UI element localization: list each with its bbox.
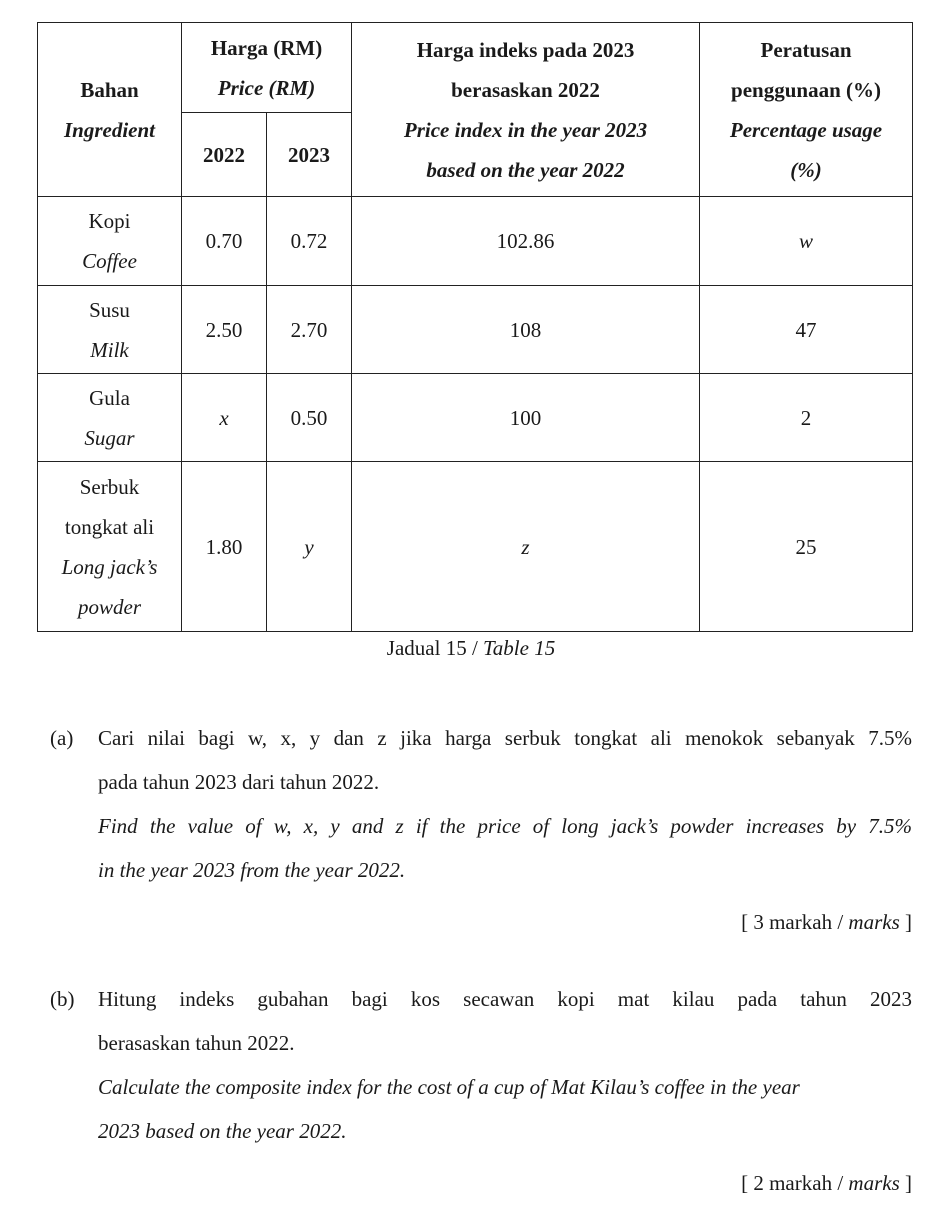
price-2023-cell: 2.70 (267, 286, 352, 374)
price-2022-cell: x (182, 374, 267, 462)
question-a-en-line2: in the year 2023 from the year 2022. (98, 858, 406, 882)
ingredient-cell: Susu Milk (38, 286, 182, 374)
price-index-table (37, 22, 913, 632)
table-caption: Jadual 15 / Table 15 (386, 636, 556, 660)
index-cell: 108 (352, 286, 700, 374)
price-2022-cell: 1.80 (182, 462, 267, 632)
question-a-label: (a) (50, 726, 74, 750)
question-b-en-line2: 2023 based on the year 2022. (98, 1119, 347, 1143)
question-b (50, 977, 912, 1205)
usage-cell: 2 (700, 374, 913, 462)
question-a-en-line1: Find the value of w, x, y and z if the price of long jack’s powder increases by 7.5% (98, 814, 912, 838)
question-b-marks: [ 2 markah / marks ] (741, 1171, 912, 1195)
question-b-label: (b) (50, 987, 75, 1011)
question-b-ms-line2: berasaskan tahun 2022. (98, 1031, 295, 1055)
question-b-en-line1: Calculate the composite index for the cost of a cup of Mat Kilau’s coffee in the year (98, 1075, 800, 1099)
usage-header: Peratusan penggunaan (%) Percentage usage (%) (700, 23, 913, 197)
usage-cell: w (700, 197, 913, 286)
ingredient-cell: Serbuk tongkat ali Long jack’s powder (38, 462, 182, 632)
index-cell: z (352, 462, 700, 632)
price-2022-cell: 0.70 (182, 197, 267, 286)
price-2023-cell: 0.72 (267, 197, 352, 286)
price-header: Harga (RM) Price (RM) (182, 23, 352, 113)
ingredient-header: Bahan Ingredient (38, 23, 182, 197)
table-row (38, 374, 913, 462)
question-a-ms-line2: pada tahun 2023 dari tahun 2022. (98, 770, 380, 794)
year-2023-header: 2023 (267, 113, 352, 197)
question-a-ms-line1: Cari nilai bagi w, x, y dan z jika harga serbuk tongkat ali menokok sebanyak 7.5% (98, 726, 912, 750)
index-cell: 100 (352, 374, 700, 462)
question-a-marks: [ 3 markah / marks ] (741, 910, 912, 934)
header-row (38, 23, 913, 113)
price-2023-cell: 0.50 (267, 374, 352, 462)
ingredient-cell: Gula Sugar (38, 374, 182, 462)
table-row (38, 462, 913, 632)
price-2023-cell: y (267, 462, 352, 632)
usage-cell: 47 (700, 286, 913, 374)
usage-cell: 25 (700, 462, 913, 632)
ingredient-cell: Kopi Coffee (38, 197, 182, 286)
price-2022-cell: 2.50 (182, 286, 267, 374)
table-row (38, 197, 913, 286)
table-row (38, 286, 913, 374)
question-a (50, 716, 912, 944)
question-b-ms-line1: Hitung indeks gubahan bagi kos secawan kopi mat kilau pada tahun 2023 (98, 987, 912, 1011)
index-cell: 102.86 (352, 197, 700, 286)
year-2022-header: 2022 (182, 113, 267, 197)
index-header: Harga indeks pada 2023 berasaskan 2022 Price index in the year 2023 based on the year 2022 (352, 23, 700, 197)
